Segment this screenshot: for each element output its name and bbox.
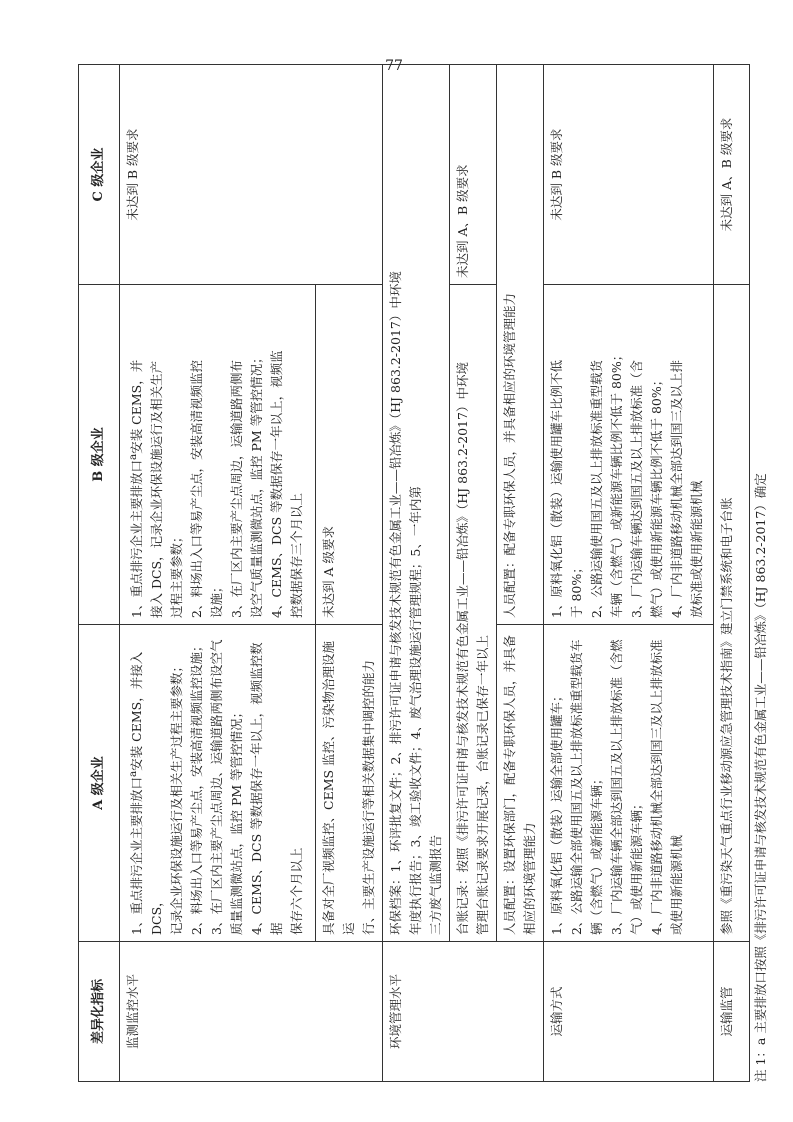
env-ledger: 台账记录：按照《排污许可证申请与核发技术规范有色金属工业——铅冶炼》（HJ 863.2-2017）中环境 管理台账记录要求开展记录，台账记录已保存一年以上 [450,285,497,942]
supervision-ab: 参照《重污染天气重点行业移动源应急管理技术指南》建立门禁系统和电子台账 [714,285,750,942]
monitor-c: 未达到 B 级要求 [120,65,383,285]
table-row [714,65,750,1082]
monitor-a2: 具备对全厂视频监控、CEMS 监控、污染物治理设施运 行、主要生产设施运行等相关数据集中调控的能力 [316,625,383,942]
table-row [544,65,714,1082]
env-staff-a: 人员配置：设置环保部门，配备专职环保人员，并具备 相应的环境管理能力 [497,625,544,942]
indicator-cell: 监测监控水平 [120,942,383,1082]
monitor-b2: 未达到 A 级要求 [316,285,383,625]
monitor-a1: 1、重点排污企业主要排放口$^a$安装 CEMS，并接入 DCS， 记录企业环保设施运行及相关生产过程主要参数； 2、料场出入口等易产尘点，安装高清视频监控设施； 3、在厂区内主要产尘点周边、运输道路两侧布设空气 质量监测微站点，监控 PM 等管控情况； 4、CEMS、DCS 等数据保存一年以上，视频监控数据 保存六个月以上 [120,625,316,942]
differentiation-table [78,64,750,1082]
header-c: C 级企业 [79,65,120,285]
header-row [79,65,120,1082]
page-number: 77 [385,58,403,75]
transport-b: 1、原料氧化铝（散装）运输使用罐车比例不低 于 80%； 2、公路运输使用国五及以上排放标准重型载货 车辆（含燃气）或新能源车辆比例不低于 80%； 3、厂内运输车辆达到国五及以上排放标准（含 燃气）或使用新能源车辆比例不低于 80%； 4、厂内非道路移动机械全部达到国三及以上排 放标准或使用新能源机械 [544,285,714,625]
monitor-b1: 1、重点排污企业主要排放口$^a$安装 CEMS，并 接入 DCS，记录企业环保设施运行及相关生产 过程主要参数； 2、料场出入口等易产尘点，安装高清视频监控 设施； 3、在厂区内主要产尘点周边，运输道路两侧布 设空气质量监测微站点，监控 PM 等管控情况； 4、CEMS、DCS 等数据保存一年以上，视频监 控数据保存三个月以上 [120,285,316,625]
transport-a: 1、原料氧化铝（散装）运输全部使用罐车； 2、公路运输全部使用国五及以上排放标准重型载货车 辆（含燃气）或新能源车辆； 3、厂内运输车辆全部达到国五及以上排放标准（含燃 气）或使用新能源车辆； 4、厂内非道路移动机械全部达到国三及以上排放标准 或使用新能源机械 [544,625,714,942]
indicator-cell: 运输监管 [714,942,750,1082]
table-row [383,65,450,1082]
transport-c: 未达到 B 级要求 [544,65,714,285]
table-row [450,65,497,1082]
supervision-c: 未达到 A、B 级要求 [714,65,750,285]
header-indicator: 差异化指标 [79,942,120,1082]
env-archive: 环保档案：1、环评批复文件；2、排污许可证申请与核发技术规范有色金属工业——铅冶炼》（HJ 863.2-2017）中环境 年度执行报告；3、竣工验收文件；4、废气治理设施运行管理规程；5、一年内第 三方废气监测报告 [383,65,450,942]
env-staff-b: 人员配置：配备专职环保人员，并具备相应的环境管理能力 [497,65,544,625]
indicator-cell: 运输方式 [544,942,714,1082]
table-row [120,65,316,1082]
indicator-cell: 环境管理水平 [383,942,544,1082]
table-footnote: 注 1：a 主要排放口按照《排污许可证申请与核发技术规范有色金属工业——铅冶炼》（HJ 863.2-2017）确定 [753,473,768,1082]
header-a: A 级企业 [79,625,120,942]
header-b: B 级企业 [79,285,120,625]
table-row [497,65,544,1082]
env-ledger-c: 未达到 A、B 级要求 [450,65,497,285]
